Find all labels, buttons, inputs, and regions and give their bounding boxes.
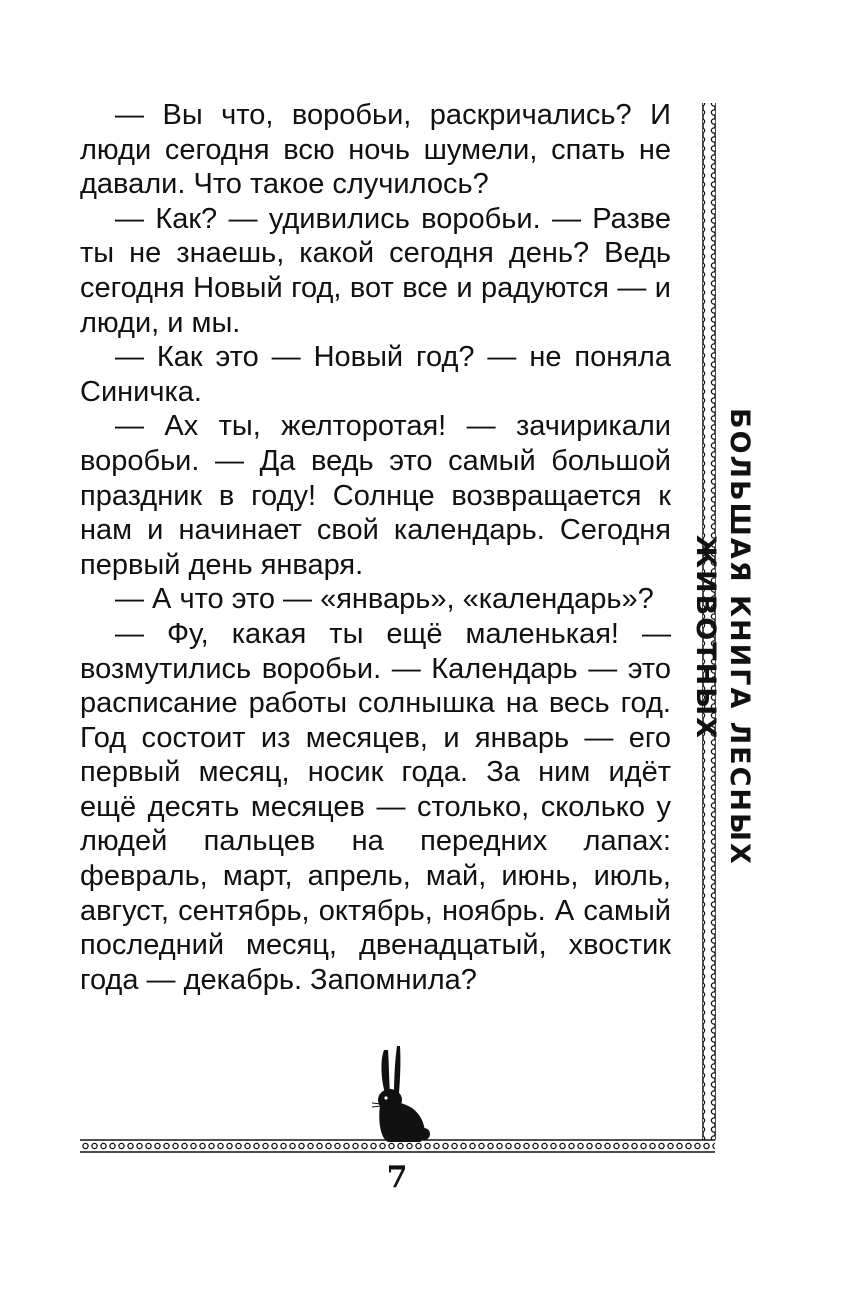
side-book-title: БОЛЬШАЯ КНИГА ЛЕСНЫХ ЖИВОТНЫХ xyxy=(690,408,755,866)
paragraph-6: — Фу, какая ты ещё маленькая! — возмутились воробьи. — Календарь — это расписание работы солнышка на весь год. Год состоит из месяцев, и январь — его первый месяц, носик года. За ним идёт ещё десять месяцев — столько, сколько у людей пальцев на передних лапах: февраль, март, апрель, май, июнь, июль, август, сентябрь, октябрь, ноябрь. А самый последний месяц, двенадцатый, хвостик года — декабрь. Запомнила? xyxy=(80,617,671,996)
page-number: 7 xyxy=(386,1160,408,1195)
paragraph-4: — Ах ты, желторотая! — зачирикали воробьи. — Да ведь это самый большой праздник в году! Солнце возвращается к нам и начинает свой календарь. Сегодня первый день января. xyxy=(80,410,671,581)
paragraph-1: — Вы что, воробьи, раскричались? И люди сегодня всю ночь шумели, спать не давали. Что такое случилось? xyxy=(80,99,671,201)
paragraph-3: — Как это — Новый год? — не поняла Синичка. xyxy=(80,341,671,408)
paragraph-5: — А что это — «январь», «календарь»? xyxy=(115,583,654,616)
rabbit-illustration xyxy=(372,1046,430,1142)
paragraph-2: — Как? — удивились воробьи. — Разве ты не знаешь, какой сегодня день? Ведь сегодня Новый год, вот все и радуются — и люди, и мы. xyxy=(80,202,671,339)
